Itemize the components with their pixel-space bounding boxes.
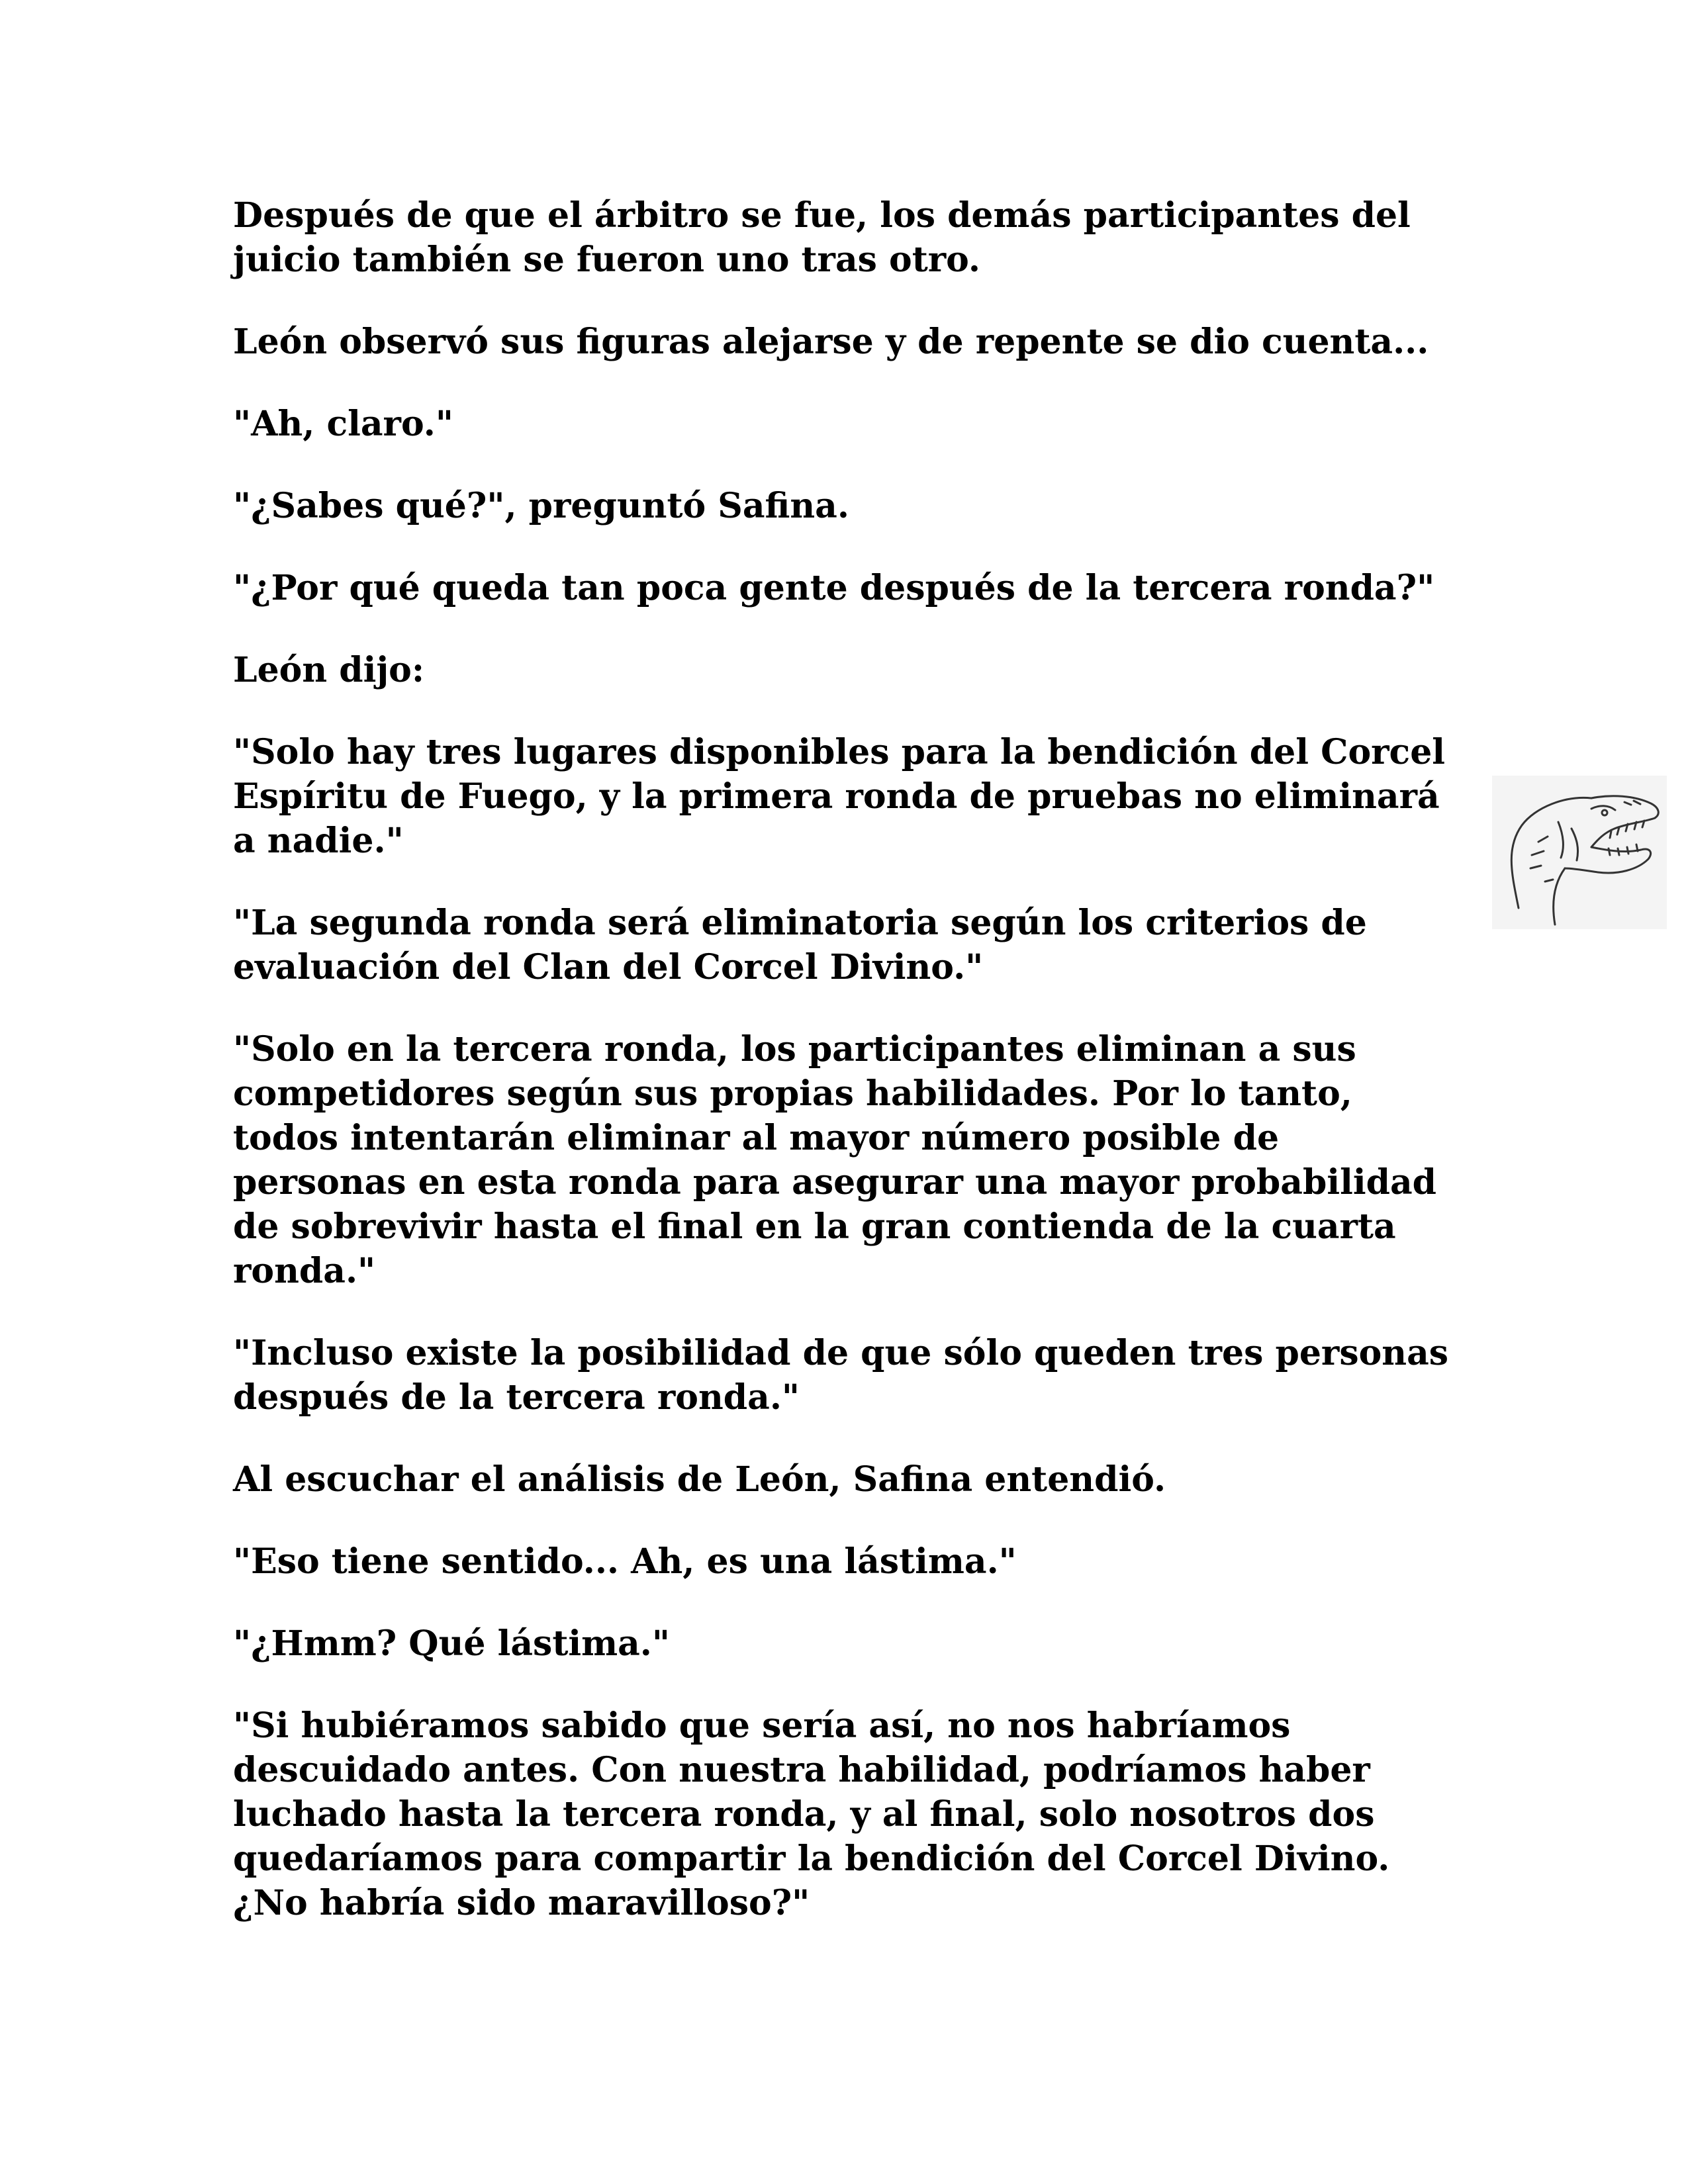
paragraph: "¿Hmm? Qué lástima." bbox=[233, 1623, 671, 1664]
paragraph: Después de que el árbitro se fue, los demás participantes del juicio también se fueron uno tras otro. bbox=[233, 195, 1411, 280]
paragraph: León observó sus figuras alejarse y de repente se dio cuenta... bbox=[233, 322, 1429, 362]
paragraph: León dijo: bbox=[233, 650, 425, 690]
paragraph: "¿Por qué queda tan poca gente después de la tercera ronda?" bbox=[233, 568, 1435, 608]
paragraph: Al escuchar el análisis de León, Safina entendió. bbox=[233, 1459, 1166, 1500]
paragraph: "¿Sabes qué?", preguntó Safina. bbox=[233, 486, 849, 526]
dinosaur-head-sketch-icon bbox=[1492, 776, 1667, 929]
body-text bbox=[233, 193, 1451, 1963]
paragraph: "Eso tiene sentido... Ah, es una lástima." bbox=[233, 1541, 1017, 1582]
paragraph: "Incluso existe la posibilidad de que sólo queden tres personas después de la tercera ronda." bbox=[233, 1333, 1449, 1418]
paragraph: "Si hubiéramos sabido que sería así, no nos habríamos descuidado antes. Con nuestra habilidad, podríamos haber luchado hasta la tercera ronda, y al final, solo nosotros dos quedaríamos para compartir la bendición del Corcel Divino. ¿No habría sido maravilloso?" bbox=[233, 1706, 1390, 1923]
paragraph: "Solo en la tercera ronda, los participantes eliminan a sus competidores según sus propias habilidades. Por lo tanto, todos intentarán eliminar al mayor número posible de personas en esta ronda para asegurar una mayor probabilidad de sobrevivir hasta el final en la gran contienda de la cuarta ronda." bbox=[233, 1029, 1436, 1291]
paragraph: "La segunda ronda será eliminatoria según los criterios de evaluación del Clan del Corcel Divino." bbox=[233, 903, 1367, 987]
paragraph: "Ah, claro." bbox=[233, 404, 453, 444]
paragraph: "Solo hay tres lugares disponibles para la bendición del Corcel Espíritu de Fuego, y la primera ronda de pruebas no eliminará a nadie." bbox=[233, 732, 1446, 861]
